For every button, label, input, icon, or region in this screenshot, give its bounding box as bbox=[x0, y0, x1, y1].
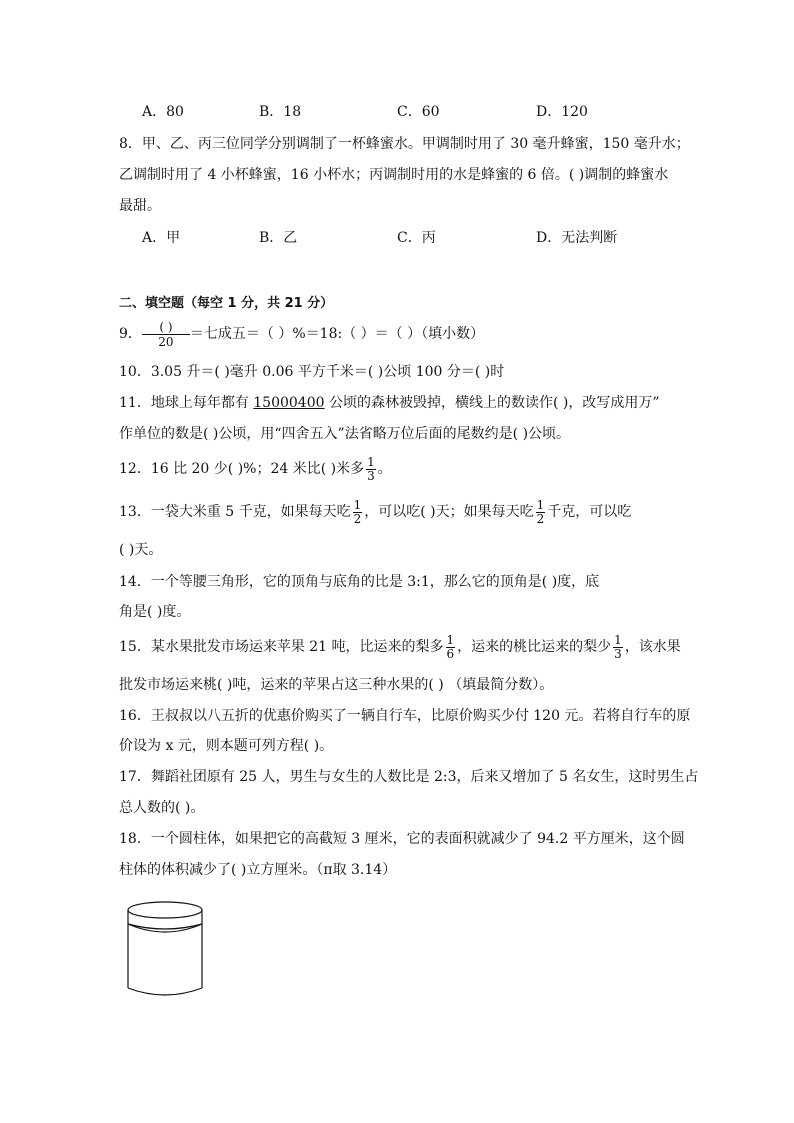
q7-option-b: B．18 bbox=[259, 104, 302, 120]
q14-line1: 14．一个等腰三角形，它的顶角与底角的比是 3:1，那么它的顶角是( )度，底 bbox=[119, 574, 600, 590]
q15-part2: ，运来的桃比运来的梨少 bbox=[457, 639, 612, 655]
q9-frac-den: 20 bbox=[158, 334, 174, 349]
q12-frac-den: 3 bbox=[367, 468, 375, 483]
q11-line1 bbox=[119, 393, 660, 413]
q8-line1: 8．甲、乙、丙三位同学分别调制了一杯蜂蜜水。甲调制时用了 30 毫升蜂蜜，150 毫升水； bbox=[119, 136, 690, 152]
q15-part3: ，该水果 bbox=[624, 639, 681, 655]
q12-end: 。 bbox=[377, 461, 392, 477]
q17-line1: 17．舞蹈社团原有 25 人，男生与女生的人数比是 2:3，后来又增加了 5 名女生，这时男生占 bbox=[119, 769, 699, 785]
q16-line2: 价设为 x 元，则本题可列方程( )。 bbox=[119, 738, 334, 754]
q13-frac1-den: 2 bbox=[353, 511, 362, 526]
q13-part1: 13．一袋大米重 5 千克，如果每天吃 bbox=[119, 504, 351, 520]
q18-line2: 柱体的体积减少了( )立方厘米。（π取 3.14） bbox=[119, 862, 397, 878]
q15-fraction-2 bbox=[613, 634, 623, 661]
q8-line3: 最甜。 bbox=[119, 198, 161, 214]
q12-text: 12．16 比 20 少( )%；24 米比( )米多 bbox=[119, 461, 365, 477]
q17-line2: 总人数的( )。 bbox=[119, 800, 205, 816]
cylinder-figure bbox=[120, 898, 210, 1002]
q12 bbox=[119, 454, 392, 484]
q14-line2: 角是( )度。 bbox=[119, 604, 191, 620]
q8-option-d: D．无法判断 bbox=[536, 230, 618, 246]
q8-option-a: A．甲 bbox=[142, 230, 181, 246]
q8-line2: 乙调制时用了 4 小杯蜂蜜，16 小杯水；丙调制时用的水是蜂蜜的 6 倍。( )调制的蜂蜜水 bbox=[119, 167, 669, 183]
q7-option-a: A．80 bbox=[142, 104, 184, 120]
q13-part3: 千克，可以吃 bbox=[547, 504, 632, 520]
q15-line1 bbox=[119, 632, 681, 662]
q8-option-c: C．丙 bbox=[397, 230, 436, 246]
section-title: 二、填空题（每空 1 分，共 21 分） bbox=[119, 296, 334, 311]
q12-frac-num: 1 bbox=[367, 454, 375, 469]
q8-option-b: B．乙 bbox=[259, 230, 298, 246]
q15-part1: 15．某水果批发市场运来苹果 21 吨，比运来的梨多 bbox=[119, 639, 444, 655]
q13-line1 bbox=[119, 497, 631, 527]
q13-frac1-num: 1 bbox=[353, 497, 362, 512]
q12-fraction bbox=[366, 456, 376, 483]
q10: 10．3.05 升＝( )毫升 0.06 平方千米＝( )公顷 100 分＝( )时 bbox=[119, 364, 505, 380]
q11-underlined-number: 15000400 bbox=[253, 395, 325, 411]
q9-fraction bbox=[142, 320, 190, 349]
q13-frac2-den: 2 bbox=[536, 511, 545, 526]
q15-line2: 批发市场运来桃( )吨，运来的苹果占这三种水果的( ) （填最简分数）。 bbox=[119, 677, 554, 693]
q15-frac1-den: 6 bbox=[446, 646, 455, 661]
q13-line2: ( )天。 bbox=[119, 542, 163, 558]
q9-rest: ＝七成五＝（ ）%＝18:（ ）＝（ ）（填小数） bbox=[189, 326, 485, 342]
q16-line1: 16．王叔叔以八五折的优惠价购买了一辆自行车，比原价购买少付 120 元。若将自行车的原 bbox=[119, 708, 691, 724]
q13-part2: ，可以吃( )天；如果每天吃 bbox=[364, 504, 534, 520]
q13-fraction-1 bbox=[353, 499, 363, 526]
q9 bbox=[119, 318, 484, 350]
q13-fraction-2 bbox=[536, 499, 546, 526]
q15-frac2-num: 1 bbox=[614, 632, 622, 647]
q15-frac2-den: 3 bbox=[614, 646, 622, 661]
q11-part2: 公顷的森林被毁掉，横线上的数读作( )，改写成用万” bbox=[324, 395, 660, 411]
q7-option-d: D．120 bbox=[536, 104, 588, 120]
q9-prefix: 9． bbox=[119, 326, 142, 342]
q11-part1: 11．地球上每年都有 bbox=[119, 395, 254, 411]
q18-line1: 18．一个圆柱体，如果把它的高截短 3 厘米，它的表面积就减少了 94.2 平方厘米，这个圆 bbox=[119, 831, 685, 847]
q11-line2: 作单位的数是( )公顷，用“四舍五入”法省略万位后面的尾数约是( )公顷。 bbox=[119, 426, 571, 442]
q7-option-c: C．60 bbox=[397, 104, 440, 120]
q13-frac2-num: 1 bbox=[536, 497, 545, 512]
q15-frac1-num: 1 bbox=[446, 632, 455, 647]
q9-frac-num: ( ) bbox=[142, 320, 190, 335]
q15-fraction-1 bbox=[446, 634, 456, 661]
